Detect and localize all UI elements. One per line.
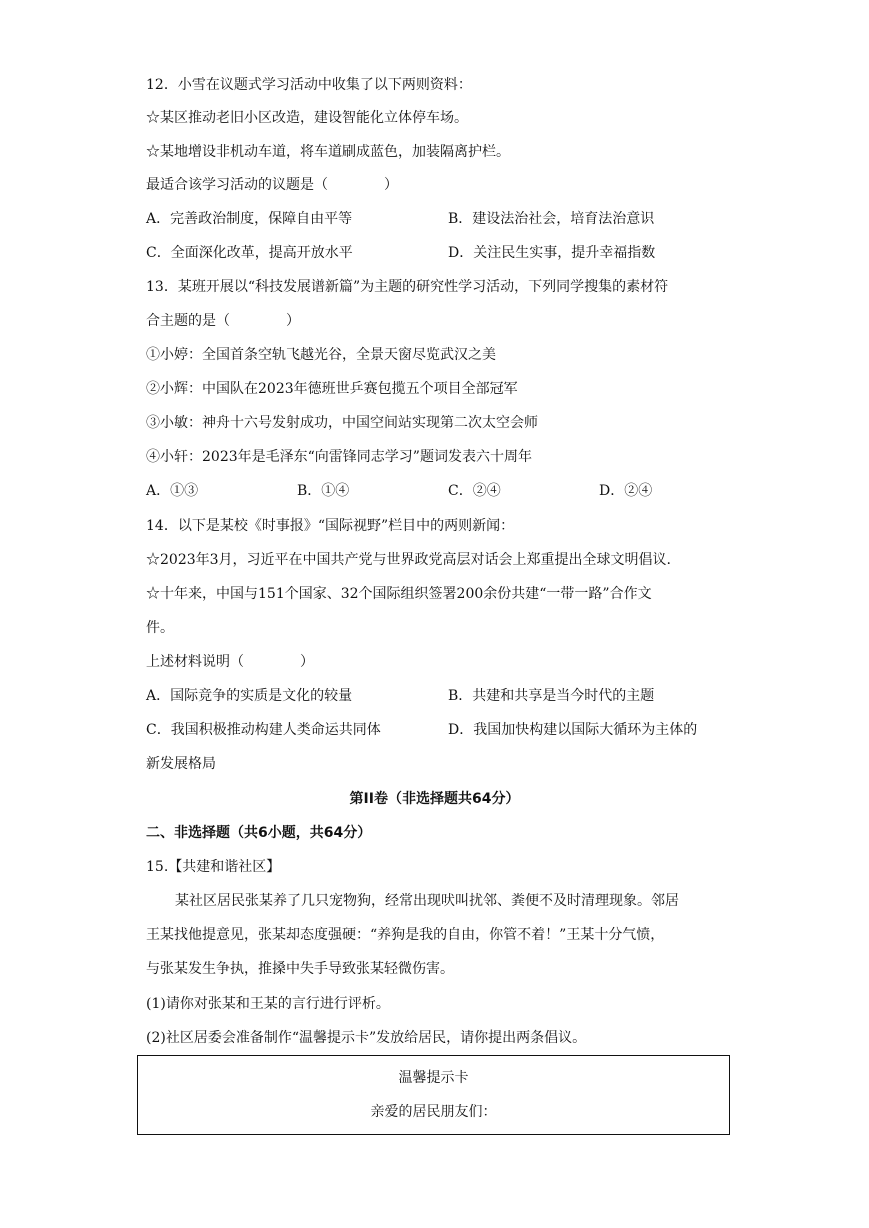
q14-question: 上述材料说明（ ） [146,654,314,670]
q14-material-2-cont: 件。 [146,620,174,636]
q12-option-a: A．完善政治制度，保障自由平等 [146,211,353,227]
q14-stem: 14．以下是某校《时事报》“国际视野”栏目中的两则新闻： [146,518,515,534]
q13-option-d: D．②④ [599,483,653,499]
q14-option-a: A．国际竞争的实质是文化的较量 [146,688,353,704]
q14-option-d: D．我国加快构建以国际大循环为主体的 [448,722,698,738]
card-title: 温馨提示卡 [398,1070,469,1086]
q14-option-b: B．共建和共享是当今时代的主题 [448,688,655,704]
q15-paragraph-line-2: 王某找他提意见，张某却态度强硬：“养狗是我的自由，你管不着！”王某十分气愤， [146,927,665,943]
part2-title: 第II卷（非选择题共64分） [349,791,520,807]
q13-statement-4: ④小轩：2023年是毛泽东“向雷锋同志学习”题词发表六十周年 [146,449,532,465]
q12-question: 最适合该学习活动的议题是（ ） [146,177,398,193]
section-heading: 二、非选择题（共6小题，共64分） [146,825,372,841]
q14-material-2: ☆十年来，中国与151个国家、32个国际组织签署200余份共建“一带一路”合作文 [146,586,652,602]
q13-option-b: B．①④ [297,483,350,499]
q15-paragraph-line-3: 与张某发生争执，推搡中失手导致张某轻微伤害。 [146,961,454,977]
q13-statement-2: ②小辉：中国队在2023年德班世乒赛包揽五个项目全部冠军 [146,381,518,397]
q12-material-2: ☆某地增设非机动车道，将车道刷成蓝色，加装隔离护栏。 [146,144,510,160]
q13-option-a: A．①③ [146,483,199,499]
q12-material-1: ☆某区推动老旧小区改造，建设智能化立体停车场。 [146,110,468,126]
q14-option-d-cont: 新发展格局 [146,756,216,772]
q13-statement-1: ①小婷：全国首条空轨飞越光谷，全景天窗尽览武汉之美 [146,347,496,363]
q12-option-c: C．全面深化改革，提高开放水平 [146,245,353,261]
q14-option-c: C．我国积极推动构建人类命运共同体 [146,722,381,738]
q15-subquestion-2: (2)社区居委会准备制作“温馨提示卡”发放给居民，请你提出两条倡议。 [146,1030,587,1046]
q12-option-d: D．关注民生实事，提升幸福指数 [448,245,656,261]
q12-stem: 12．小雪在议题式学习活动中收集了以下两则资料： [146,77,472,93]
q13-option-c: C．②④ [448,483,501,499]
q15-paragraph-line-1: 某社区居民张某养了几只宠物狗，经常出现吠叫扰邻、粪便不及时清理现象。邻居 [175,893,679,909]
card-greeting: 亲爱的居民朋友们： [370,1104,497,1120]
warm-tip-card [137,1055,730,1135]
q12-option-b: B．建设法治社会，培育法治意识 [448,211,655,227]
q13-stem-line-2: 合主题的是（ ） [146,313,300,329]
q14-material-1: ☆2023年3月，习近平在中国共产党与世界政党高层对话会上郑重提出全球文明倡议. [146,552,671,568]
q15-title: 15.【共建和谐社区】 [146,859,281,875]
q13-stem-line-1: 13．某班开展以“科技发展谱新篇”为主题的研究性学习活动，下列同学搜集的素材符 [146,279,669,295]
q13-statement-3: ③小敏：神舟十六号发射成功，中国空间站实现第二次太空会师 [146,415,538,431]
q15-subquestion-1: (1)请你对张某和王某的言行进行评析。 [146,996,390,1012]
